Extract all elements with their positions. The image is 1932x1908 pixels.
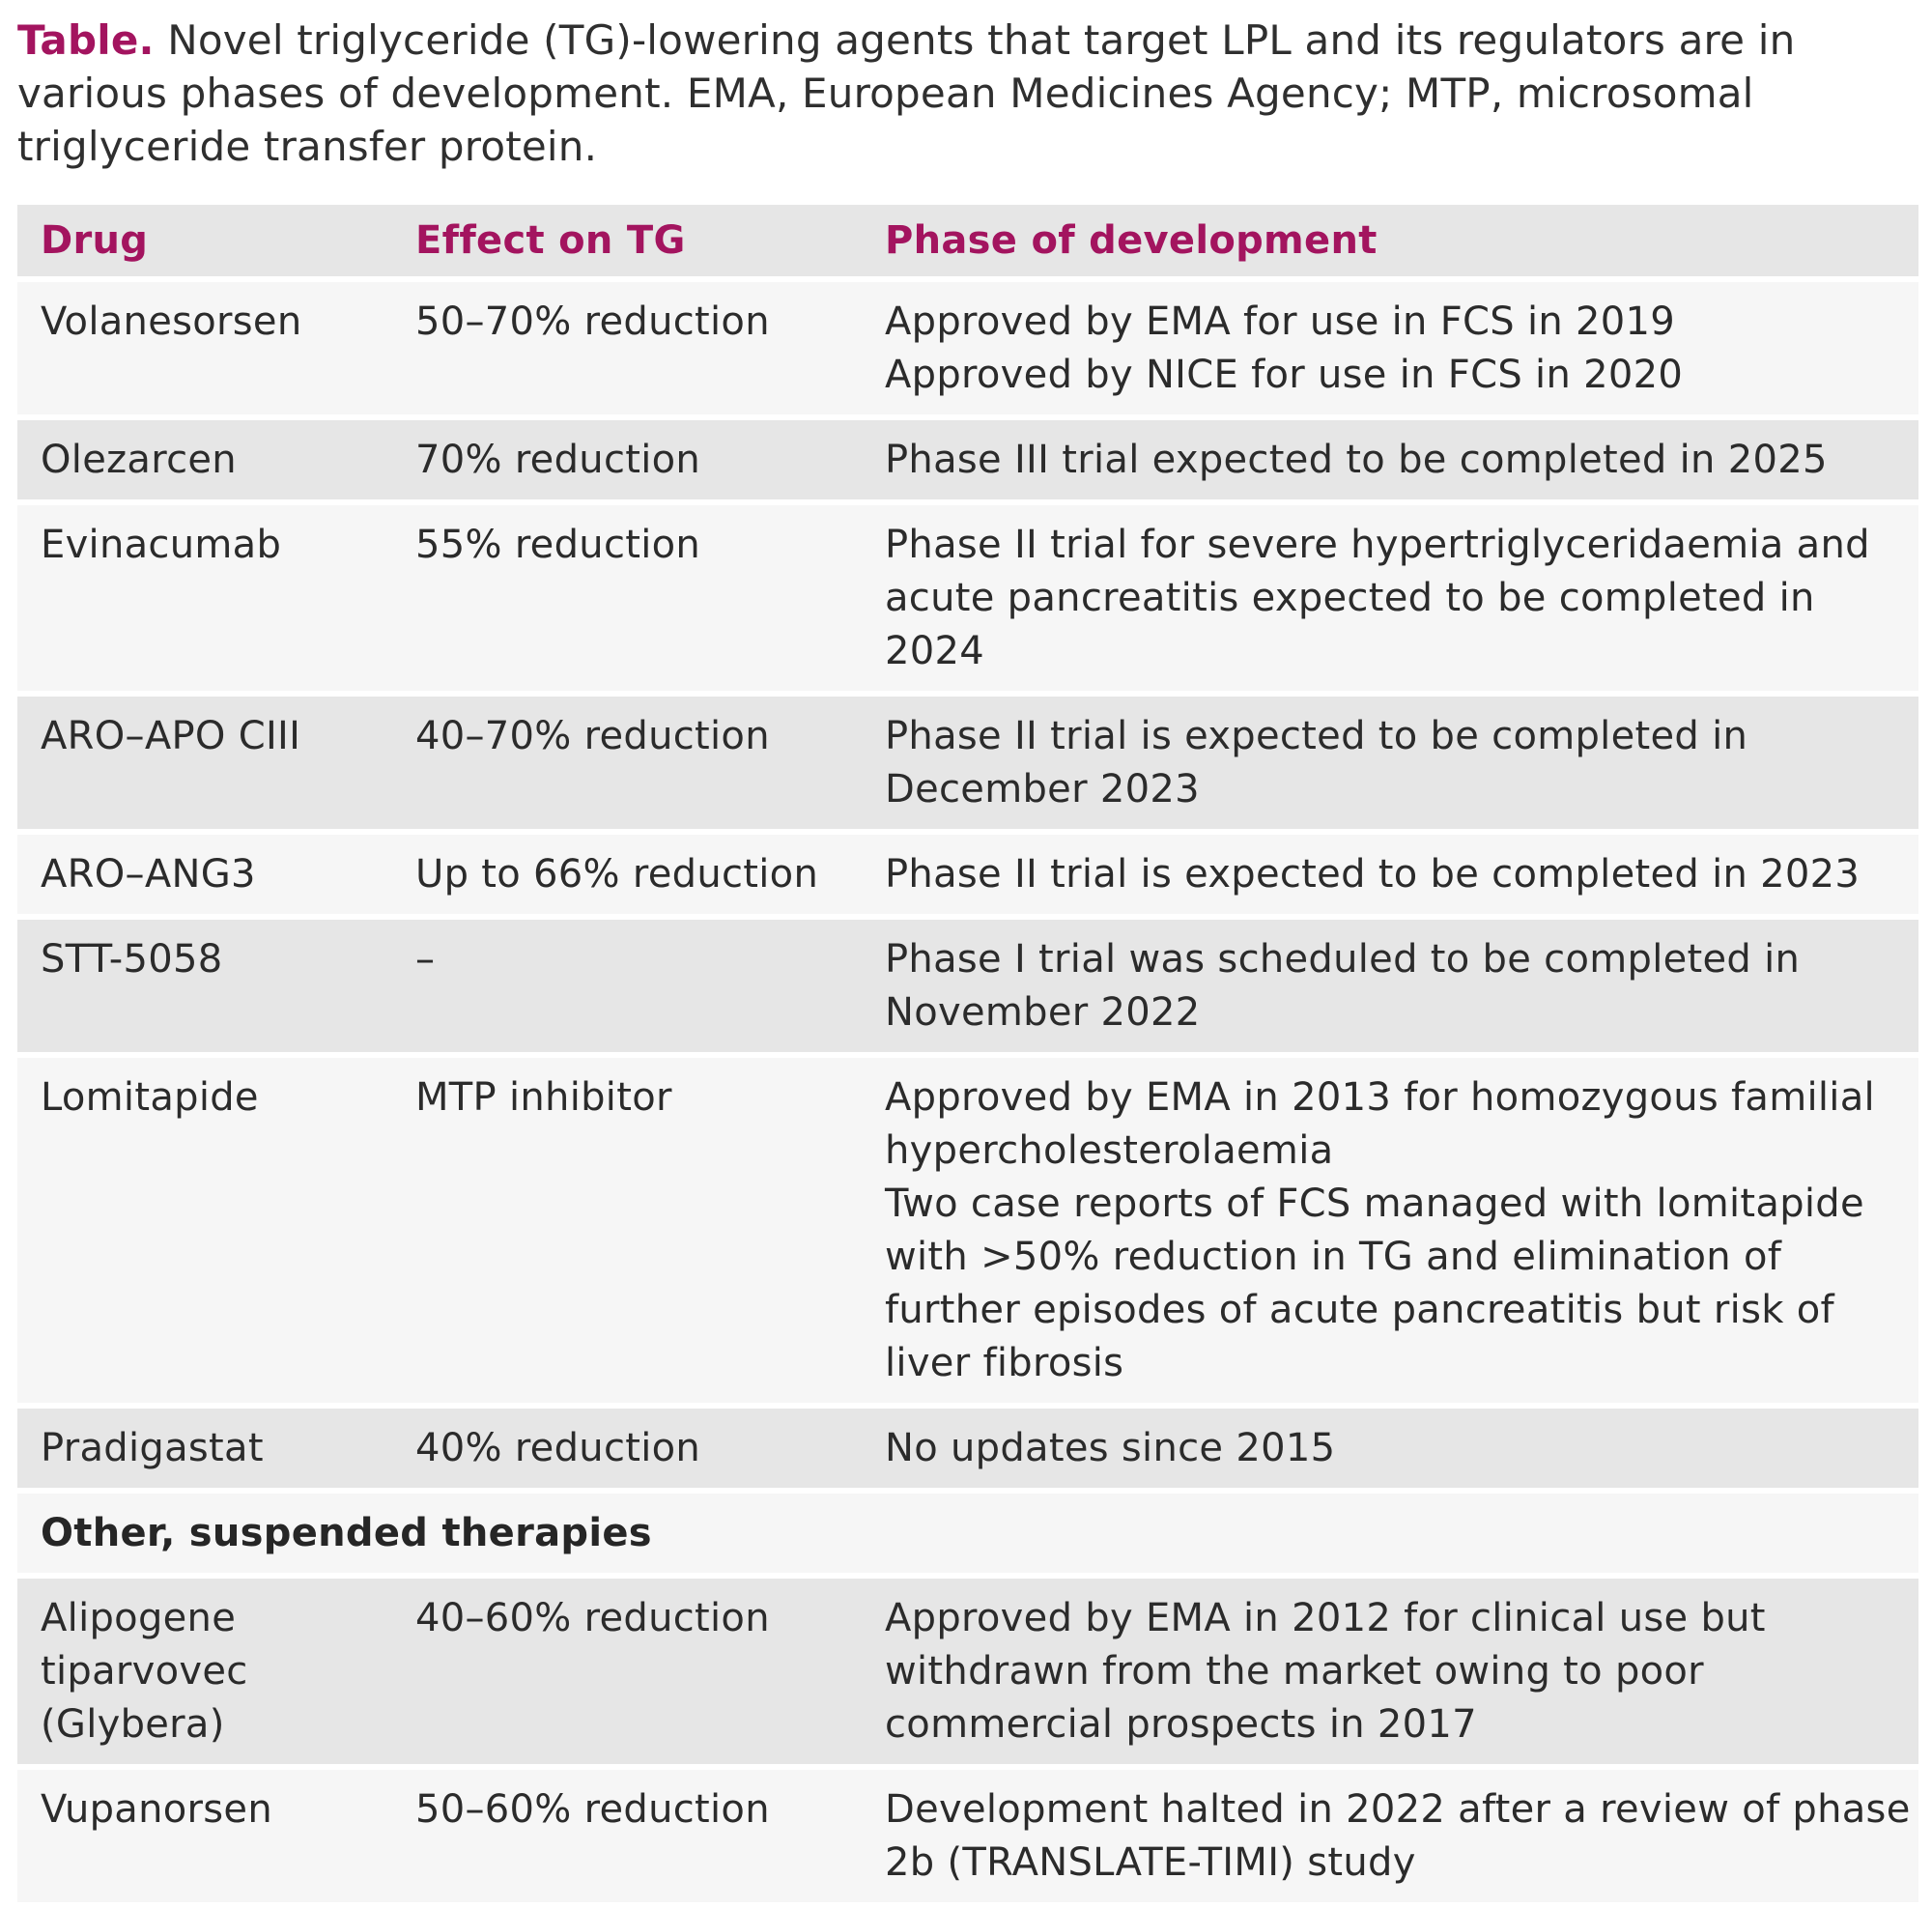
caption-text: Novel triglyceride (TG)-lowering agents that target LPL and its regulators are in various phases of development. EMA, European Medicines Agency; MTP, microsomal triglyceride transfer protein. [17,16,1796,170]
cell-drug: ARO–APO CIII [17,694,392,832]
table-row [17,1576,1918,1767]
phase-line: Approved by NICE for use in FCS in 2020 [885,353,1684,397]
cell-drug: Alipogene tiparvovec (Glybera) [17,1576,392,1767]
cell-effect: Up to 66% reduction [392,832,862,917]
cell-drug: Olezarcen [17,417,392,502]
cell-effect: 50–70% reduction [392,279,862,417]
cell-effect: 50–60% reduction [392,1767,862,1905]
table-row [17,1055,1918,1406]
table-row [17,1406,1918,1491]
phase-line: Approved by EMA for use in FCS in 2019 [885,299,1676,344]
table-row [17,1767,1918,1905]
cell-drug: Lomitapide [17,1055,392,1406]
cell-effect: 40–60% reduction [392,1576,862,1767]
table-row [17,279,1918,417]
cell-phase [862,917,1918,1055]
cell-phase [862,502,1918,694]
cell-drug: Evinacumab [17,502,392,694]
section-title: Other, suspended therapies [17,1491,1918,1576]
phase-line: Approved by EMA in 2013 for homozygous familial hypercholesterolaemia [885,1075,1875,1173]
cell-effect: 70% reduction [392,417,862,502]
cell-effect: – [392,917,862,1055]
section-row [17,1491,1918,1576]
phase-line: Phase II trial is expected to be completed in December 2023 [885,714,1748,812]
cell-phase [862,417,1918,502]
table-row [17,694,1918,832]
cell-phase [862,694,1918,832]
table-caption [17,14,1911,173]
cell-phase [862,279,1918,417]
phase-line: Phase I trial was scheduled to be completed in November 2022 [885,937,1801,1035]
drug-table [17,205,1918,1908]
cell-effect: 40–70% reduction [392,694,862,832]
cell-phase [862,1767,1918,1905]
header-effect: Effect on TG [392,205,862,279]
caption-label: Table. [17,16,155,64]
cell-phase [862,1406,1918,1491]
phase-line: Phase II trial is expected to be completed in 2023 [885,852,1861,897]
phase-line: Phase II trial for severe hypertriglyceridaemia and acute pancreatitis expected to be completed in 2024 [885,523,1870,673]
phase-line: Development halted in 2022 after a review of phase 2b (TRANSLATE-TIMI) study [885,1787,1911,1885]
phase-line: Approved by EMA in 2012 for clinical use but withdrawn from the market owing to poor commercial prospects in 2017 [885,1596,1766,1747]
phase-line: No updates since 2015 [885,1426,1336,1470]
cell-effect: 55% reduction [392,502,862,694]
cell-phase [862,832,1918,917]
table-row [17,832,1918,917]
table-row [17,917,1918,1055]
cell-phase [862,1576,1918,1767]
cell-effect: 40% reduction [392,1406,862,1491]
table-header-row [17,205,1918,279]
header-drug: Drug [17,205,392,279]
cell-drug: STT-5058 [17,917,392,1055]
cell-drug: Pradigastat [17,1406,392,1491]
cell-drug: Volanesorsen [17,279,392,417]
phase-line: Phase III trial expected to be completed in 2025 [885,438,1828,482]
cell-phase [862,1055,1918,1406]
phase-line: Two case reports of FCS managed with lomitapide with >50% reduction in TG and elimination of further episodes of acute pancreatitis but risk of liver fibrosis [885,1182,1864,1385]
header-phase: Phase of development [862,205,1918,279]
cell-drug: ARO–ANG3 [17,832,392,917]
cell-effect: MTP inhibitor [392,1055,862,1406]
table-row [17,502,1918,694]
cell-drug: Vupanorsen [17,1767,392,1905]
table-row [17,417,1918,502]
